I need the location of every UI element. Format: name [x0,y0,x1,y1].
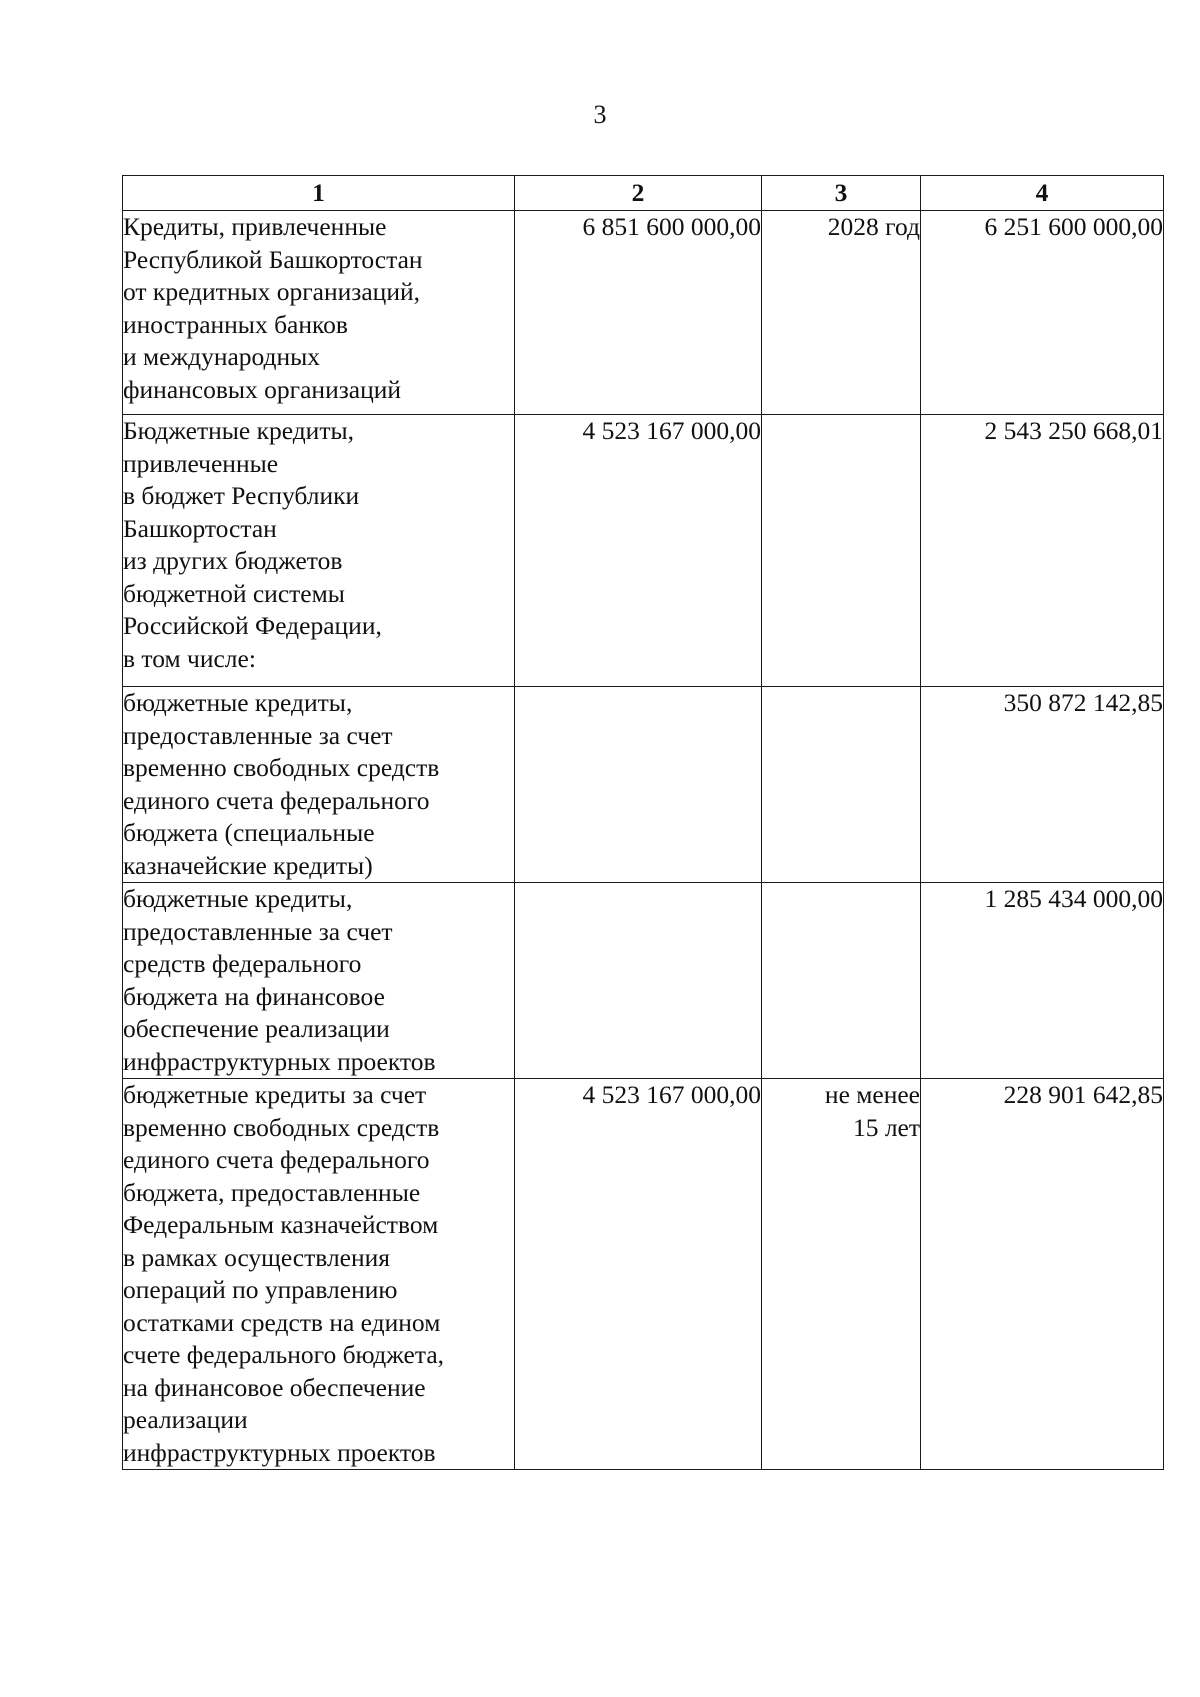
table-header-row [123,176,1164,211]
row-term-cell [762,883,921,1079]
row-name-cell: бюджетные кредиты, предоставленные за счет временно свободных средств единого счета федерального бюджета (специальные казначейские кредиты) [123,687,515,883]
table-row [123,1079,1164,1470]
column-header-3: 3 [762,176,921,211]
row-total-cell: 228 901 642,85 [921,1079,1164,1470]
row-total-cell: 1 285 434 000,00 [921,883,1164,1079]
column-header-2: 2 [515,176,762,211]
row-name-cell: Кредиты, привлеченные Республикой Башкортостан от кредитных организаций, иностранных банков и международных финансовых организаций [123,211,515,415]
row-term-cell: не менее 15 лет [762,1079,921,1470]
row-term-cell: 2028 год [762,211,921,415]
row-amount-cell: 6 851 600 000,00 [515,211,762,415]
row-amount-cell: 4 523 167 000,00 [515,1079,762,1470]
row-total-cell: 350 872 142,85 [921,687,1164,883]
page-number: 3 [593,100,607,129]
table-row [123,883,1164,1079]
table-row [123,687,1164,883]
table-row [123,211,1164,415]
row-total-cell: 6 251 600 000,00 [921,211,1164,415]
row-amount-cell [515,687,762,883]
row-name-cell: Бюджетные кредиты, привлеченные в бюджет Республики Башкортостан из других бюджетов бюджетной системы Российской Федерации, в том числе: [123,415,515,687]
row-name-cell: бюджетные кредиты за счет временно свободных средств единого счета федерального бюджета, предоставленные Федеральным казначейством в рамках осуществления операций по управлению остатками средств на едином счете федерального бюджета, на финансовое обеспечение реализации инфраструктурных проектов [123,1079,515,1470]
row-amount-cell: 4 523 167 000,00 [515,415,762,687]
budget-credits-table [122,175,1164,1470]
row-term-cell [762,687,921,883]
row-name-cell: бюджетные кредиты, предоставленные за счет средств федерального бюджета на финансовое обеспечение реализации инфраструктурных проектов [123,883,515,1079]
row-total-cell: 2 543 250 668,01 [921,415,1164,687]
column-header-1: 1 [123,176,515,211]
column-header-4: 4 [921,176,1164,211]
row-term-cell [762,415,921,687]
row-amount-cell [515,883,762,1079]
table-row [123,415,1164,687]
